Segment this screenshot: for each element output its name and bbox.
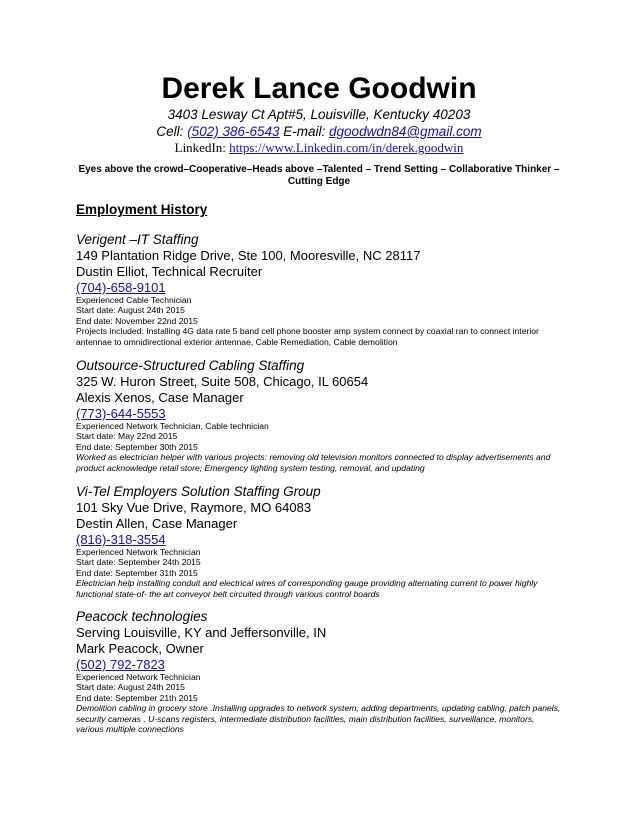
job-description: Worked as electrician helper with various projects: removing old television monitors connected to display advertisements and product acknowledge retail store; Emergency lighting system testing, removal, and updating — [76, 452, 551, 473]
job-start-date: Start date: August 24th 2015 — [76, 682, 185, 693]
job-end-date: End date: November 22nd 2015 — [76, 315, 198, 326]
job-description: Projects included: Installing 4G data rate 5 band cell phone booster amp system connect by coaxial ran to connect interior antennae to omnidirectional exterior antennae, Cable Remediation, Cable demolition — [76, 326, 539, 347]
home-address: 3403 Lesway Ct Apt#5, Louisville, Kentucky 40203 — [167, 107, 471, 122]
company-contact: Dustin Elliot, Technical Recruiter — [76, 264, 263, 279]
email-label: E-mail: — [279, 124, 330, 139]
company-name: Verigent –IT Staffing — [76, 232, 199, 247]
company-address: 149 Plantation Ridge Drive, Ste 100, Mooresville, NC 28117 — [76, 248, 421, 263]
job-start-date: Start date: September 24th 2015 — [76, 557, 201, 568]
job-entry — [76, 358, 564, 473]
tagline: Eyes above the crowd–Cooperative–Heads above –Talented – Trend Setting – Collaborative Thinker – Cutting Edge — [78, 164, 560, 187]
company-address: Serving Louisville, KY and Jeffersonville, IN — [76, 625, 327, 640]
company-phone-link[interactable]: (773)-644-5553 — [76, 406, 166, 421]
job-end-date: End date: September 21th 2015 — [76, 692, 198, 703]
job-role: Experienced Network Technician, Cable technician — [76, 421, 269, 431]
linkedin-line — [0, 140, 638, 156]
job-end-date: End date: September 30th 2015 — [76, 441, 198, 452]
job-entry — [76, 232, 564, 347]
job-description: Demolition cabling in grocery store .Installing upgrades to network system, adding departments, updating cabling, patch panels, security cameras , U-scans registers, intermediate distribution facilities, main distribution facilities, surveillance, monitors, various multiple connections — [76, 703, 561, 735]
candidate-name: Derek Lance Goodwin — [161, 72, 477, 105]
company-name: Outsource-Structured Cabling Staffing — [76, 358, 305, 373]
job-role: Experienced Network Technician — [76, 672, 201, 682]
company-name: Vi-Tel Employers Solution Staffing Group — [76, 484, 321, 499]
job-entry — [76, 609, 564, 734]
job-description: Electrician help installing conduit and electrical wires of corresponding gauge providing alternating current to power highly functional state-of- the art conveyor belt circuited through various control boards — [76, 578, 538, 599]
job-end-date: End date: September 31th 2015 — [76, 567, 198, 578]
job-entry — [76, 484, 564, 599]
company-phone-link[interactable]: (704)-658-9101 — [76, 280, 166, 295]
cell-label: Cell: — [156, 124, 188, 139]
company-phone-link[interactable]: (502) 792-7823 — [76, 657, 165, 672]
job-role: Experienced Cable Technician — [76, 295, 192, 305]
email-link[interactable]: dgoodwdn84@gmail.com — [329, 124, 482, 139]
job-start-date: Start date: August 24th 2015 — [76, 305, 185, 316]
company-contact: Mark Peacock, Owner — [76, 641, 204, 656]
linkedin-link[interactable]: https://www.Linkedin.com/in/derek.goodwin — [229, 140, 464, 155]
company-contact: Alexis Xenos, Case Manager — [76, 390, 244, 405]
company-phone-link[interactable]: (816)-318-3554 — [76, 532, 166, 547]
company-contact: Destin Allen, Case Manager — [76, 516, 238, 531]
job-role: Experienced Network Technician — [76, 547, 201, 557]
job-start-date: Start date: May 22nd 2015 — [76, 431, 178, 442]
company-name: Peacock technologies — [76, 609, 208, 624]
contact-line — [0, 123, 638, 140]
linkedin-label: LinkedIn: — [174, 140, 230, 155]
company-address: 325 W. Huron Street, Suite 508, Chicago, IL 60654 — [76, 374, 369, 389]
employment-history-heading: Employment History — [76, 202, 208, 217]
company-address: 101 Sky Vue Drive, Raymore, MO 64083 — [76, 500, 312, 515]
cell-phone-link[interactable]: (502) 386-6543 — [187, 124, 280, 139]
